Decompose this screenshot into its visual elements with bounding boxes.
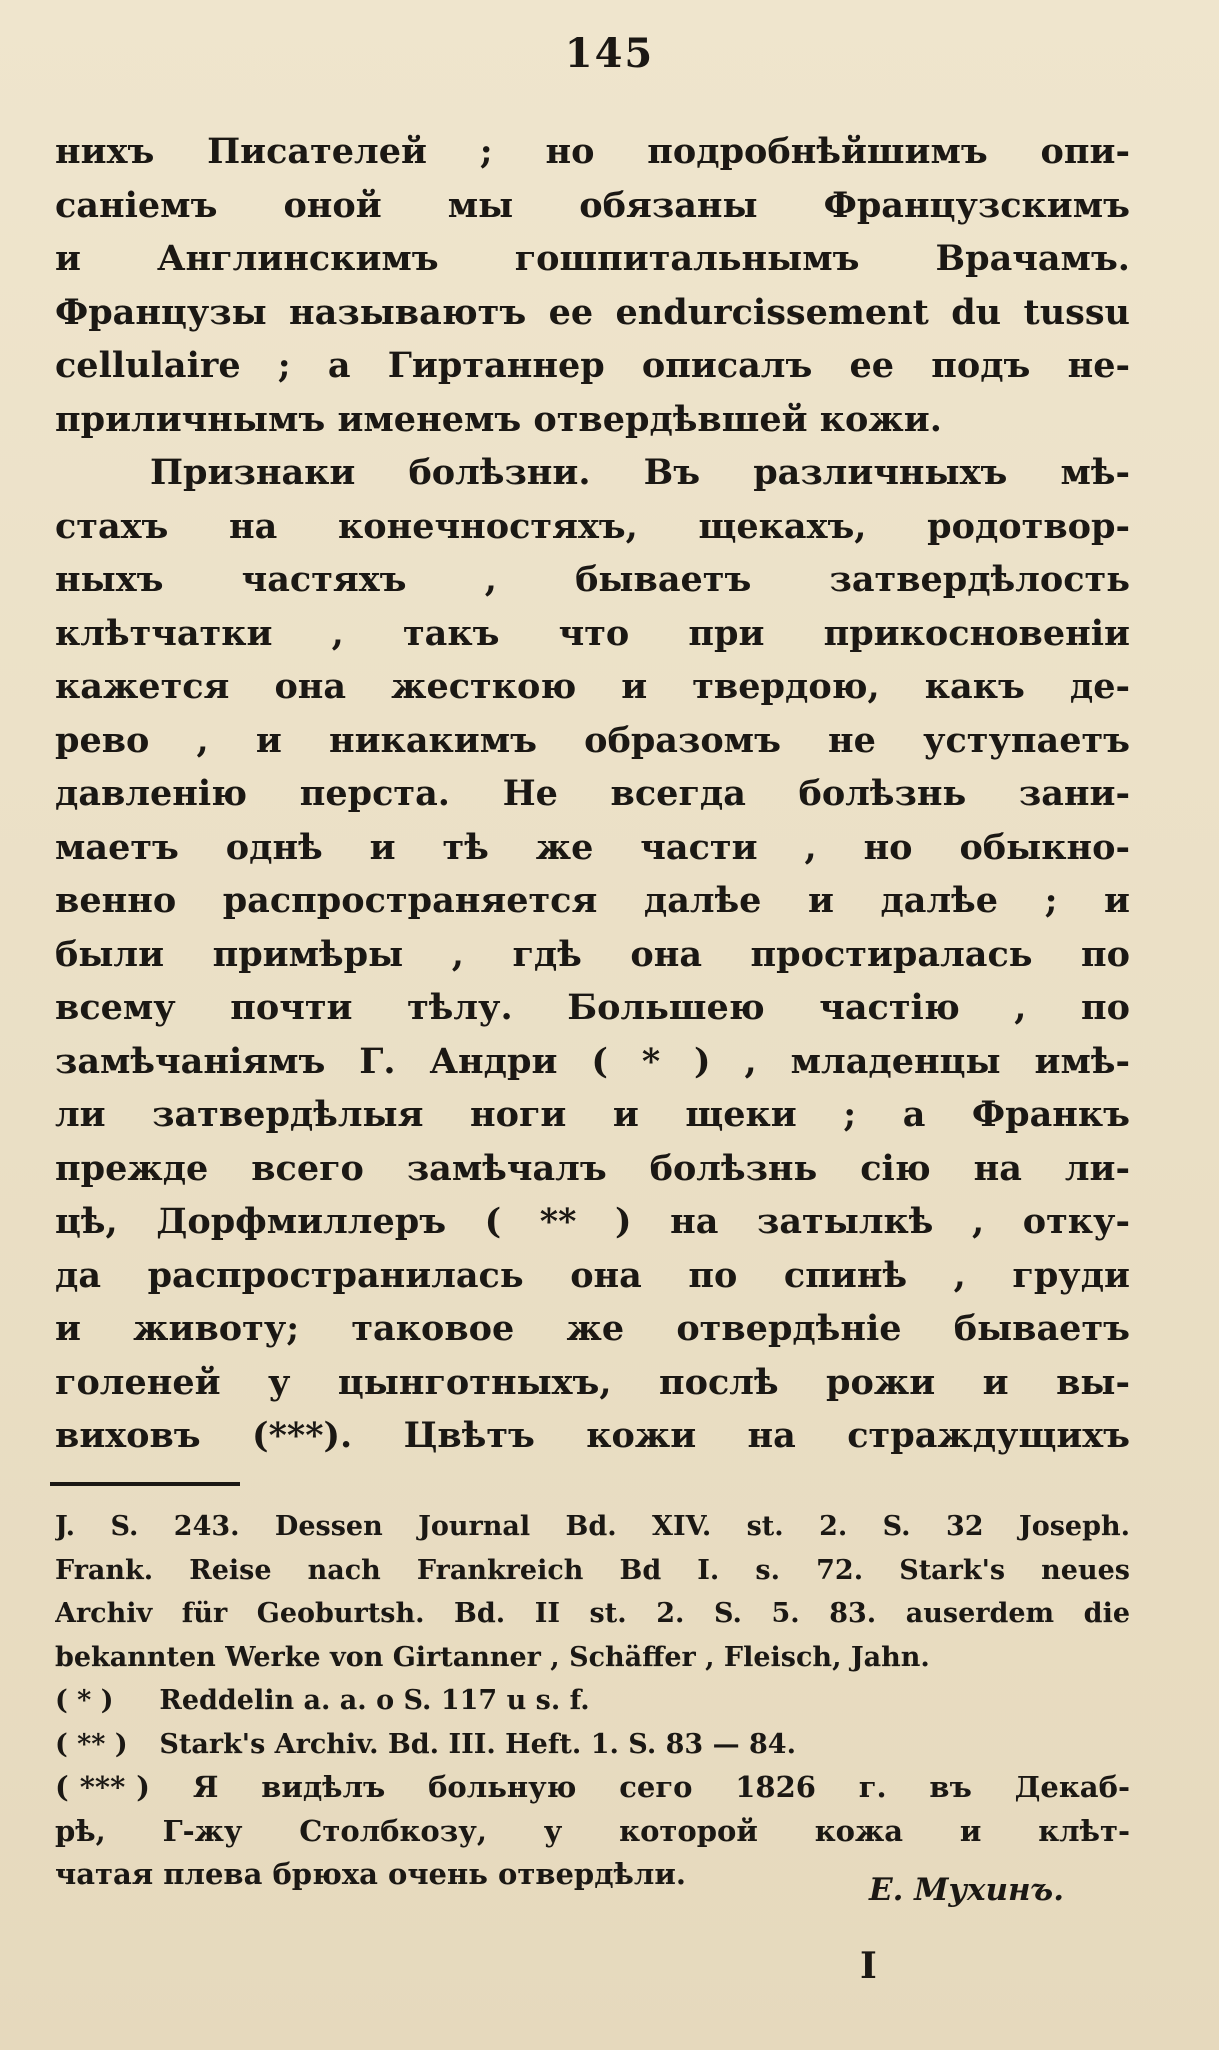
signature-number: I: [860, 1945, 877, 1987]
text-line: замѣчаніямъ Г. Андри ( * ) , младенцы имѣ-: [55, 1040, 1130, 1082]
author-signature: Е. Мухинъ.: [868, 1872, 1064, 1908]
page-number: 145: [564, 30, 655, 77]
footnote-ref-line: Frank. Reise nach Frankreich Bd I. s. 72. Stark's neues: [55, 1554, 1130, 1586]
text-line: рево , и никакимъ образомъ не уступаетъ: [55, 719, 1130, 761]
text-line: кажется она жесткою и твердою, какъ де-: [55, 666, 1130, 707]
text-line: Признаки болѣзни. Въ различныхъ мѣ-: [150, 452, 1130, 493]
text-line: нихъ Писателей ; но подробнѣйшимъ опи-: [55, 131, 1130, 172]
footnote-ref-line: J. S. 243. Dessen Journal Bd. XIV. st. 2. S. 32 Joseph.: [55, 1511, 1130, 1542]
text-line: клѣтчатки , такъ что при прикосновеніи: [55, 612, 1130, 654]
text-line: ныхъ частяхъ , бываетъ затвердѣлость: [55, 559, 1130, 600]
footnote-1: [55, 1679, 1130, 1723]
text-line: венно распространяется далѣе и далѣе ; и: [55, 880, 1130, 921]
footnote-marker: ( * ): [55, 1685, 114, 1716]
text-line: стахъ на конечностяхъ, щекахъ, родотвор-: [55, 505, 1130, 547]
footnote-ref-line: bekannten Werke von Girtanner , Schäffer , Fleisch, Jahn.: [55, 1641, 930, 1673]
text-line: и животу; таковое же отвердѣніе бываетъ: [55, 1308, 1130, 1349]
footnote-text: Stark's Archiv. Bd. III. Heft. 1. S. 83 — 84.: [159, 1728, 796, 1760]
text-line: всему почти тѣлу. Большею частію , по: [55, 987, 1130, 1028]
footnote-marker: ( ** ): [55, 1728, 128, 1760]
footnote-ref-line: Archiv für Geoburtsh. Bd. II st. 2. S. 5. 83. auserdem die: [55, 1598, 1130, 1629]
text-line: давленію перста. Не всегда болѣзнь зани-: [55, 773, 1130, 814]
text-line: виховъ (***). Цвѣтъ кожи на страждущихъ: [55, 1415, 1130, 1456]
footnote-3: [55, 1766, 1130, 1810]
footnote-text-line: чатая плева брюха очень отвердѣли.: [55, 1857, 686, 1891]
text-line: голеней у цынготныхъ, послѣ рожи и вы-: [55, 1361, 1130, 1403]
footnote-text-line: рѣ, Г-жу Столбкозу, у которой кожа и клѣт-: [55, 1813, 1130, 1848]
text-line: саніемъ оной мы обязаны Французскимъ: [55, 184, 1130, 226]
text-line: Французы называютъ ее endurcissement du tussu: [55, 291, 1130, 333]
footnote-2: [55, 1723, 1130, 1767]
text-line: прежде всего замѣчалъ болѣзнь сію на ли-: [55, 1147, 1130, 1189]
text-line: цѣ, Дорфмиллеръ ( ** ) на затылкѣ , отку-: [55, 1201, 1130, 1242]
footnote-marker: ( *** ): [55, 1770, 150, 1804]
text-line: ли затвердѣлыя ноги и щеки ; а Франкъ: [55, 1094, 1130, 1135]
text-line: cellulaire ; а Гиртаннер описалъ ее подъ не-: [55, 345, 1130, 386]
text-line: да распространилась она по спинѣ , груди: [55, 1254, 1130, 1296]
footnote-text: Я видѣлъ больную сего 1826 г. въ Декаб-: [192, 1770, 1130, 1804]
footnote-divider: [50, 1482, 240, 1486]
footnote-text: Reddelin a. a. o S. 117 u s. f.: [159, 1685, 590, 1716]
text-line: маетъ однѣ и тѣ же части , но обыкно-: [55, 826, 1130, 868]
footnotes: [55, 1505, 1130, 1897]
main-text: [55, 125, 1130, 1463]
text-line: приличнымъ именемъ отвердѣвшей кожи.: [55, 398, 942, 440]
text-line: были примѣры , гдѣ она простиралась по: [55, 933, 1130, 975]
text-line: и Англинскимъ гошпитальнымъ Врачамъ.: [55, 238, 1130, 279]
